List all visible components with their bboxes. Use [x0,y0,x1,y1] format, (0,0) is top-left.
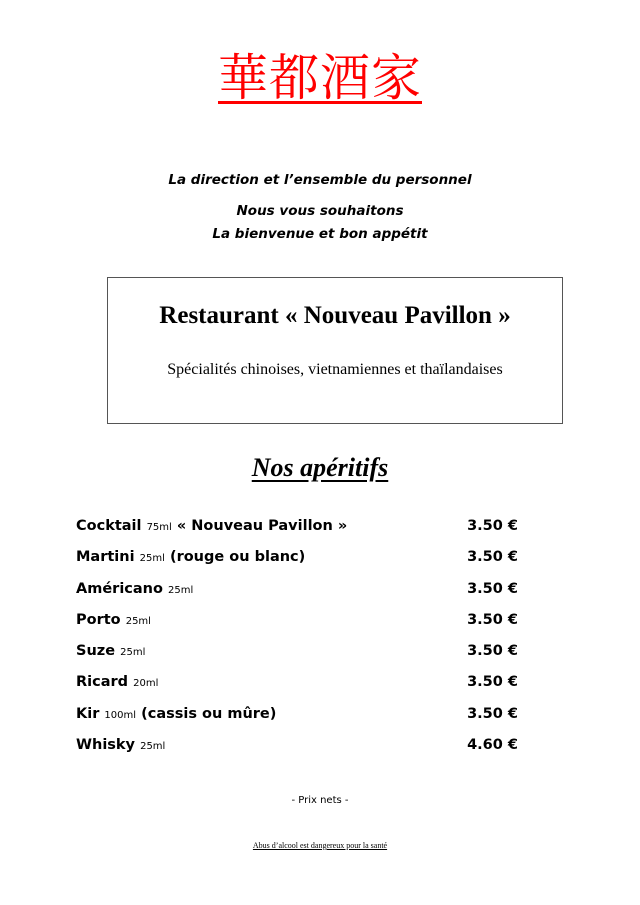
alcohol-warning: Abus d’alcool est dangereux pour la santé [252,841,388,850]
menu-item [76,737,526,768]
section-title-aperitifs: Nos apéritifs [251,453,389,482]
menu-item [76,549,526,580]
menu-item-quantity: 25ml [140,741,166,753]
menu-item-price: 3.50 € [467,705,518,722]
menu-item-detail: « Nouveau Pavillon » [176,518,348,534]
menu-item [76,674,526,705]
menu-item-quantity: 25ml [139,553,165,565]
restaurant-chinese-name: 華都酒家 [218,49,422,107]
welcome-line-3: La bienvenue et bon appétit [212,226,428,242]
menu-item [76,643,526,674]
menu-item-name: Kir 100ml (cassis ou mûre) [76,705,277,722]
menu-item-name: Américano 25ml [76,580,194,597]
menu-item-quantity: 75ml [146,522,172,533]
menu-item [76,518,526,549]
menu-item-price: 3.50 € [467,549,518,566]
net-prices-note: - Prix nets - [291,795,349,806]
menu-item-price: 3.50 € [467,643,518,660]
menu-item-name: Cocktail 75ml « Nouveau Pavillon » [76,518,348,534]
menu-item-quantity: 20ml [133,678,159,690]
menu-item [76,706,526,737]
menu-item-name: Porto 25ml [76,611,151,628]
menu-item-price: 3.50 € [467,518,518,534]
menu-item-price: 3.50 € [467,674,518,691]
restaurant-specialties: Spécialités chinoises, vietnamiennes et thaïlandaises [167,361,503,378]
menu-item-name: Whisky 25ml [76,737,166,754]
restaurant-name: Restaurant « Nouveau Pavillon » [159,302,511,329]
menu-item-price: 4.60 € [467,737,518,754]
menu-item-detail: (rouge ou blanc) [169,549,306,566]
menu-item [76,581,526,612]
menu-item [76,612,526,643]
menu-item-quantity: 25ml [168,584,194,596]
menu-item-name: Martini 25ml (rouge ou blanc) [76,549,306,566]
menu-item-name: Suze 25ml [76,643,146,660]
menu-item-quantity: 100ml [104,709,137,721]
menu-item-quantity: 25ml [120,647,146,659]
menu-item-name: Ricard 20ml [76,674,159,691]
menu-item-detail: (cassis ou mûre) [141,705,277,722]
restaurant-info-box [107,277,563,424]
menu-item-quantity: 25ml [125,615,151,627]
menu-item-price: 3.50 € [467,611,518,628]
welcome-line-1: La direction et l’ensemble du personnel [168,172,472,188]
aperitif-menu-list [76,518,526,768]
menu-item-price: 3.50 € [467,580,518,597]
welcome-line-2: Nous vous souhaitons [236,203,404,219]
